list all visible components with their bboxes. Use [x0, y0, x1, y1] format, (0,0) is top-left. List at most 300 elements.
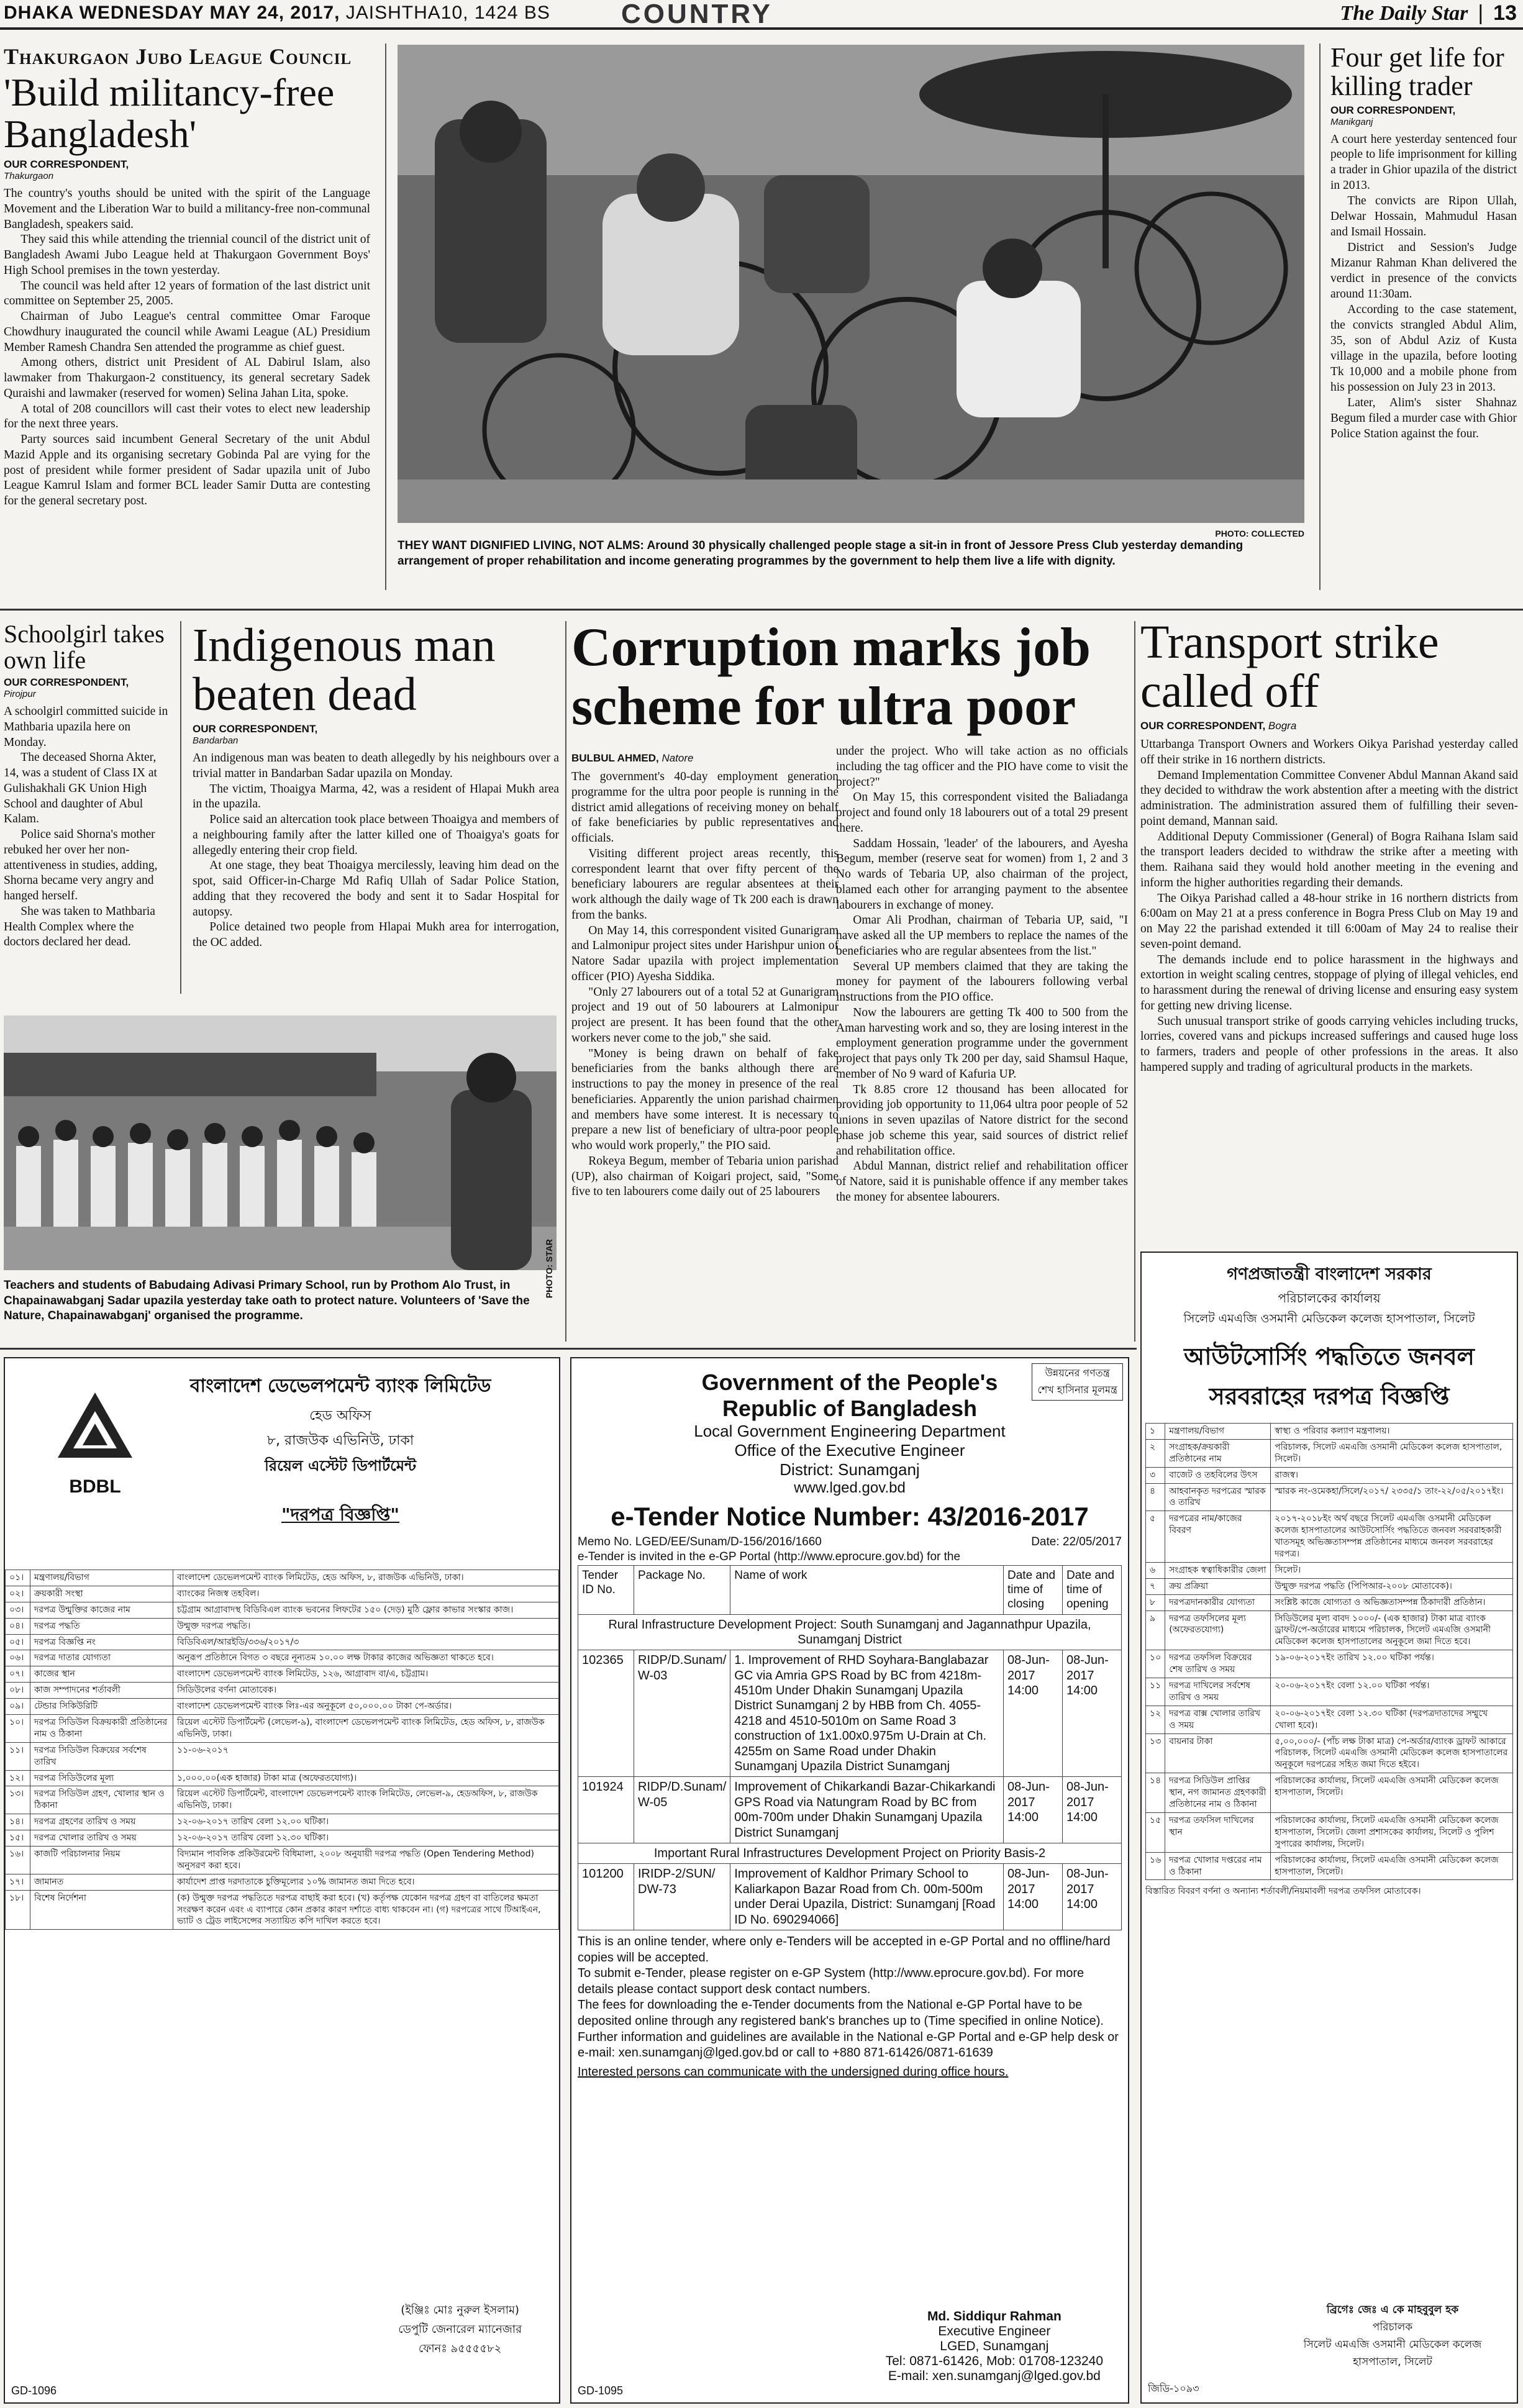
photo-caption — [398, 538, 1304, 569]
table-row — [1146, 1511, 1513, 1563]
table-cell: RIDP/D.Sunam/ W-03 — [634, 1650, 730, 1777]
table-cell: ১০ — [1146, 1650, 1165, 1678]
table-cell: দরপত্র সিডিউল প্রাপ্তির স্থান, নগ জামানত গ্রহণকারী প্রতিষ্ঠানের নাম ও ঠিকানা — [1165, 1773, 1271, 1813]
table-cell: দরপত্র তফসিলের মূল্য (অফেরতযোগ্য) — [1165, 1611, 1271, 1650]
table-cell: দরপত্র বিজ্ঞপ্তি নং — [30, 1634, 173, 1650]
table-cell: কাজ সম্পাদনের শর্তাবলী — [30, 1683, 173, 1699]
sign-phone: ফোনঃ ৯৫৫৫৫৮২ — [418, 2342, 502, 2355]
section-rule — [0, 609, 1523, 611]
byline-name: OUR CORRESPONDENT, — [193, 723, 318, 735]
ad-signature — [1287, 2302, 1498, 2371]
table-cell: দরপত্র সিডিউল গ্রহণ, খোলার স্থান ও ঠিকানা — [30, 1786, 173, 1814]
table-row — [1146, 1562, 1513, 1578]
paragraph: Chairman of Jubo League's central committee Omar Faroque Chowdhury inaugurated the council while Awami League (AL) Presidium Member Ramesh Chandra Sen attended the programme as chief guest. — [4, 310, 370, 354]
separator: | — [1478, 1, 1484, 25]
table-cell: ১৮। — [6, 1890, 30, 1930]
table-cell: ১,০০০.০০(এক হাজার) টাকা মাত্র (অফেরতযোগ্য)। — [173, 1770, 559, 1786]
sign-name: Md. Siddiqur Rahman — [927, 2309, 1062, 2324]
paragraph: "Money is being drawn on behalf of fake beneficiaries from the banks although there are instructions to pay the money in presence of the real beneficiaries. Apparently the union parishad chairmen and members have some interest. It is necessary to prepare a new list of beneficiary of ultra-poor people who would work properly," the PIO said. — [571, 1047, 839, 1152]
table-cell: ব্যাংকের নিজস্ব তহবিল। — [173, 1586, 559, 1602]
table-row — [1146, 1424, 1513, 1440]
table-cell: দরপত্র উন্মুক্তির কাজের নাম — [30, 1602, 173, 1618]
paragraph: Omar Ali Prodhan, chairman of Tebaria UP, said, "I have asked all the UP members to replace the names of the beneficiaries who are regular absentees from the list." — [836, 914, 1128, 958]
table-cell: ১২-০৬-২০১৭ তারিখ বেলা ১২.০০ ঘটিকা। — [173, 1814, 559, 1830]
column-header: Date and time of opening — [1063, 1566, 1122, 1615]
photo-credit: PHOTO: COLLECTED — [1215, 529, 1304, 538]
table-row — [6, 1890, 559, 1930]
masthead-block — [1340, 1, 1517, 25]
table-cell: কাজের স্থান — [30, 1666, 173, 1683]
table-cell: বাজেট ও তহবিলের উৎস — [1165, 1467, 1271, 1483]
table-cell: দরপত্র সিডিউলের মূল্য — [30, 1770, 173, 1786]
sign-tel: Tel: 0871-61426, Mob: 01708-123240 — [885, 2354, 1103, 2368]
table-cell: 08-Jun-2017 14:00 — [1063, 1777, 1122, 1843]
memo-line — [571, 1532, 1128, 1549]
table-cell: দরপত্র সিডিউল বিক্রয়কারী প্রতিষ্ঠানের নাম ও ঠিকানা — [30, 1715, 173, 1743]
byline — [1140, 720, 1518, 732]
table-row — [1146, 1706, 1513, 1733]
section-name: COUNTRY — [621, 0, 773, 29]
paragraph: "Only 27 labourers out of a total 52 at Gunarigram project and 19 out of 50 labourers at Lalmonipur project are present. It has been found that the other workers never come to the job," she said. — [571, 985, 839, 1045]
ad-title: বাংলাদেশ ডেভেলপমেন্ট ব্যাংক লিমিটেড — [189, 1375, 491, 1397]
column-rule — [180, 621, 181, 994]
table-cell: ০৭। — [6, 1666, 30, 1683]
table-cell: পরিচালকের কার্যালয়, সিলেট এমএজি ওসমানী মেডিকেল কলেজ হাসপাতাল, সিলেট। জেলা প্রশাসকের কার্যালয়, সিলেট ও পুলিশ সুপারের কার্যালয়, সিলেট। — [1271, 1812, 1513, 1852]
story-body — [4, 704, 171, 950]
paragraph: The country's youths should be united with the spirit of the Language Movement and the Liberation War to build a militancy-free non-communal Bangladesh, speakers said. — [4, 187, 370, 231]
note: The fees for downloading the e-Tender documents from the National e-GP Portal have to be deposited online through any registered bank's branches up to (Time specified in online Notice). — [578, 1998, 1104, 2028]
table-cell: ১১-০৬-২০১৭ — [173, 1742, 559, 1770]
table-row — [6, 1814, 559, 1830]
byline — [571, 752, 839, 765]
table-cell: পরিচালক, সিলেট এমএজি ওসমানী মেডিকেল কলেজ হাসপাতাল, সিলেট। — [1271, 1439, 1513, 1467]
paragraph: A court here yesterday sentenced four people to life imprisonment for killing a trader in Ghior upazila of the district in 2013. — [1330, 132, 1517, 193]
ad-badge — [1032, 1363, 1123, 1401]
title-line1: আউটসোর্সিং পদ্ধতিতে জনবল — [1184, 1343, 1475, 1370]
table-cell: কার্যাদেশ প্রাপ্ত দরদাতাকে চুক্তিমূল্যের ১০% জামানত জমা দিতে হবে। — [173, 1874, 559, 1890]
table-cell: ১৪। — [6, 1814, 30, 1830]
table-cell: কাজটি পরিচালনার নিয়ম — [30, 1847, 173, 1874]
table-cell: ১৬ — [1146, 1852, 1165, 1880]
table-row — [6, 1847, 559, 1874]
edition: DHAKA — [4, 2, 74, 23]
table-cell: বিশেষ নির্দেশনা — [30, 1890, 173, 1930]
page-number: 13 — [1493, 1, 1517, 25]
sign-email: E-mail: xen.sunamganj@lged.gov.bd — [888, 2369, 1101, 2383]
table-cell: সিডিউলের মূল্য বাবদ ১০০০/- (এক হাজার) টাকা মাত্র ব্যাংক ড্রাফট/পে-অর্ডারের মাধ্যমে পরিচালক, সিলেট এমএজি ওসমানী মেডিকেল কলেজ হাসপাতালের অনুকূলে জমা দিতে হবে। — [1271, 1611, 1513, 1650]
table-row — [6, 1650, 559, 1666]
bdbl-logo-icon — [55, 1389, 135, 1470]
table-row — [6, 1770, 559, 1786]
sign-district: LGED, Sunamganj — [940, 2339, 1049, 2353]
table-row — [578, 1864, 1122, 1930]
byline — [4, 676, 171, 699]
photo-credit: PHOTO: STAR — [544, 1239, 554, 1299]
title-line2: সরবরাহের দরপত্র বিজ্ঞপ্তি — [1209, 1383, 1450, 1410]
table-cell: ১০। — [6, 1715, 30, 1743]
headline: Transport strike called off — [1140, 616, 1439, 718]
table-cell: বাংলাদেশ ডেভেলপমেন্ট ব্যাংক লিমিটেড, হেড অফিস, ৮, রাজউক এভিনিউ, ঢাকা। — [173, 1570, 559, 1586]
table-cell: ০৪। — [6, 1618, 30, 1634]
ad-signature — [886, 2309, 1103, 2384]
table-row — [6, 1618, 559, 1634]
table-cell: ২০১৭-২০১৮ইং অর্থ বছরে সিলেট এমএজি ওসমানী মেডিকেল কলেজ হাসপাতালের আউটসোর্সিং পদ্ধতিতে জনবল সরবরাহকারী খাতসমূহ অভিজ্ঞতাসম্পন্ন প্রতিষ্ঠানের মাধ্যমে জনবল সরবরাহের দরপত্র। — [1271, 1511, 1513, 1563]
table-row — [6, 1786, 559, 1814]
table-cell: 08-Jun-2017 14:00 — [1004, 1864, 1063, 1930]
gov-line1: Government of the People's — [701, 1370, 998, 1395]
sign-name: ব্রিগেঃ জেঃ এ কে মাহবুবুল হক — [1326, 2304, 1459, 2316]
date: WEDNESDAY MAY 24, 2017, — [79, 2, 340, 23]
table-cell: 102365 — [578, 1650, 634, 1777]
table-cell: বায়নার টাকা — [1165, 1733, 1271, 1773]
table-cell: 08-Jun-2017 14:00 — [1063, 1650, 1122, 1777]
table-cell: দরপত্র তফসিল দাখিলের স্থান — [1165, 1812, 1271, 1852]
table-cell: RIDP/D.Sunam/ W-05 — [634, 1777, 730, 1843]
table-row — [1146, 1812, 1513, 1852]
table-cell: রাজস্ব। — [1271, 1467, 1513, 1483]
paragraph: The victim, Thoaigya Marma, 42, was a resident of Hlapai Mukh area in the upazila. — [193, 782, 559, 811]
paragraph: The council was held after 12 years of formation of the last district unit committee on September 25, 2005. — [4, 279, 370, 308]
table-cell: ৫,০০,০০০/- (পাঁচ লক্ষ টাকা মাত্র) পে-অর্ডার/ব্যাংক ড্রাফট আকারে পরিচালক, সিলেট এমএজি ওসমানী মেডিকেল কলেজ হাসপাতালের অনুকূলে দরপত্রের সহিত জমা দিতে হইবে। — [1271, 1733, 1513, 1773]
table-cell: উন্মুক্ত দরপত্র পদ্ধতি (পিপিআর-২০০৮ মোতাবেক)। — [1271, 1578, 1513, 1594]
note: Further information and guidelines are available in the National e-GP Portal and e-GP help desk or e-mail: xen.sunamganj@lged.gov.bd or call to +880 871-61426/0871-61639 — [578, 2030, 1119, 2060]
table-cell: রিয়েল এস্টেট ডিপার্টমেন্ট, বাংলাদেশ ডেভেলপমেন্ট ব্যাংক লিমিটেড, লেভেল-৯, হেডঅফিস, ৮, রাজউক এভিনিউ, ঢাকা। — [173, 1786, 559, 1814]
table-header-row — [578, 1566, 1122, 1615]
table-row — [1146, 1611, 1513, 1650]
table-row — [6, 1634, 559, 1650]
table-row — [6, 1666, 559, 1683]
paragraph: under the project. Who will take action as no officials including the tag officer and the PIO have come to visit the project?" — [836, 745, 1128, 789]
table-cell: 1. Improvement of RHD Soyhara-Banglabazar GC via Amria GPS Road by BC from 4218m-4510m Under Dhakin Sunamganj Upazila District Sunamganj 2 by HBB from Ch. 4055-4218 and 4510-5010m on Same Road 3 construction of 1x1.00x0.975m U-Drain at Ch. 4255m on Same Road under Dhakin Sunamganj Upazila District Sunamganj — [730, 1650, 1004, 1777]
sign-name: (ইঞ্জিঃ মোঃ নুরুল ইসলাম) — [401, 2304, 519, 2317]
table-cell: ২০-০৬-২০১৭ইং বেলা ১২.০০ ঘটিকা পর্যন্ত। — [1271, 1678, 1513, 1706]
story-body — [836, 744, 1128, 1206]
paragraph: Abdul Mannan, district relief and rehabilitation officer of Natore, said it is punishable offence if any member takes the money for absentee labourers. — [836, 1160, 1128, 1204]
table-cell: 08-Jun-2017 14:00 — [1004, 1650, 1063, 1777]
table-cell: ০৫। — [6, 1634, 30, 1650]
sign-title: পরিচালক — [1372, 2321, 1413, 2333]
oath-photo — [4, 1015, 557, 1270]
column-rule — [565, 621, 566, 1342]
table-cell: ০২। — [6, 1586, 30, 1602]
table-cell: দরপত্র সিডিউল বিক্রয়ের সর্বশেষ তারিখ — [30, 1742, 173, 1770]
table-row — [1146, 1594, 1513, 1611]
sign-title: ডেপুটি জেনারেল ম্যানেজার — [398, 2323, 522, 2336]
byline — [1330, 104, 1517, 127]
byline-location: Bogra — [1268, 720, 1297, 732]
memo-no: Memo No. LGED/EE/Sunam/D-156/2016/1660 — [578, 1535, 822, 1548]
table-cell: ১২ — [1146, 1706, 1165, 1733]
table-cell: বিডিবিএল/আরইডি/৩৩৬/২০১৭/৩ — [173, 1634, 559, 1650]
table-row — [1146, 1439, 1513, 1467]
paragraph: Party sources said incumbent General Secretary of the unit Abdul Mazid Apple and its organising secretary Gobinda Pal are vying for the post of president while former president of Sadar upazila unit of Jubo League Kamrul Islam and former BCL leader Samir Dutta are contesting for the general secretary post. — [4, 433, 370, 508]
ad-bdbl-tender — [4, 1357, 560, 2404]
table-cell: আহবানকৃত দরপত্রের স্মারক ও তারিখ — [1165, 1483, 1271, 1511]
table-cell: ০৩। — [6, 1602, 30, 1618]
table-cell: চট্টগ্রাম আগ্রাবাদস্থ বিডিবিএল ব্যাংক ভবনের লিফটের ১৫০ (দেড়) মুঠি ফ্লোর কাভার সংস্কার কাজ। — [173, 1602, 559, 1618]
table-cell: ১২-০৬-২০১৭ তারিখ বেলা ১২.৩০ ঘটিকা। — [173, 1830, 559, 1847]
paragraph: On May 14, this correspondent visited Gunarigram and Lalmonipur project sites under Harishpur union of Natore Sadar upazila with project implementation officer (PIO) Ayesha Siddika. — [571, 924, 839, 983]
table-cell: ক্রয় প্রক্রিয়া — [1165, 1578, 1271, 1594]
paragraph: Among others, district unit President of AL Dabirul Islam, also lawmaker from Thakurgaon-2 constituency, its general secretary Sadek Quraishi and lawmaker (reserved for women) Selina Jahan Lita, spoke. — [4, 356, 370, 400]
paragraph: Tk 8.85 crore 12 thousand has been allocated for providing job opportunity to 11,064 ultra poor people of 52 unions in seven upazilas of Natore district for the second phase job scheme this year, said sources of district relief and rehabilitation office. — [836, 1083, 1128, 1158]
story-body — [193, 751, 559, 951]
table-cell: উন্মুক্ত দরপত্র পদ্ধতি। — [173, 1618, 559, 1634]
table-row — [6, 1570, 559, 1586]
table-cell: রিয়েল এস্টেট ডিপার্টমেন্ট (লেভেল-৯), বাংলাদেশ ডেভেলপমেন্ট ব্যাংক লিমিটেড, হেড অফিস, ৮, রাজউক এভিনিউ, ঢাকা। — [173, 1715, 559, 1743]
table-row — [1146, 1650, 1513, 1678]
table-row — [6, 1699, 559, 1715]
paragraph: Visiting different project areas recently, this correspondent learnt that over fifty percent of the beneficiary labourers are regular absentees at their work although the daily wage of Tk 200 each is drawn from the banks. — [571, 847, 839, 922]
table-cell: ৪ — [1146, 1483, 1165, 1511]
table-cell: ৮ — [1146, 1594, 1165, 1611]
table-cell: মন্ত্রণালয়/বিভাগ — [30, 1570, 173, 1586]
photo-caption: Teachers and students of Babudaing Adivasi Primary School, run by Prothom Alo Trust, in Chapainawabganj Sadar upazila yesterday take oath to protect nature. Volunteers of 'Save the Nature, Chapainawabganj' organised the programme. — [4, 1279, 530, 1323]
protest-photo — [398, 45, 1304, 523]
table-cell: Improvement of Chikarkandi Bazar-Chikarkandi GPS Road via Natungram Road by BC from 00m-700m under Dhakin Sunamganj Upazila District Sunamganj — [730, 1777, 1004, 1843]
sylhet-table — [1145, 1423, 1513, 1880]
table-cell: দরপত্র বাক্স খোলার তারিখ ও সময় — [1165, 1706, 1271, 1733]
table-row — [6, 1830, 559, 1847]
sign-org: সিলেট এমএজি ওসমানী মেডিকেল কলেজ হাসপাতাল, সিলেট — [1303, 2338, 1482, 2368]
paragraph: Demand Implementation Committee Convener Abdul Mannan Akand said they decided to withdraw the work abstention after a meeting with the district administration. The administration assured them of fulfilling their seven-point demand, Mannan said. — [1140, 768, 1518, 828]
table-row — [578, 1777, 1122, 1843]
ad-signature — [398, 2301, 522, 2359]
table-cell: ০১। — [6, 1570, 30, 1586]
byline-location: Natore — [661, 752, 694, 764]
table-cell: 08-Jun-2017 14:00 — [1004, 1777, 1063, 1843]
table-cell: সিলেট। — [1271, 1562, 1513, 1578]
table-cell: ১৩ — [1146, 1733, 1165, 1773]
memo-date: Date: 22/05/2017 — [1031, 1535, 1122, 1548]
headline: Schoolgirl takes own life — [4, 620, 165, 674]
paragraph: The government's 40-day employment generation programme for the ultra poor people is running in the district amid allegations of receiving money on behalf of fake beneficiaries by public representatives and officials. — [571, 770, 839, 845]
paragraph: Later, Alim's sister Shahnaz Begum filed a murder case with Ghior Police Station against the four. — [1330, 396, 1517, 440]
story-life-sentence — [1330, 43, 1517, 442]
table-cell: সংগ্রাহক স্বত্বাধিকারীর জেলা — [1165, 1562, 1271, 1578]
table-cell: 101924 — [578, 1777, 634, 1843]
paragraph: Rokeya Begum, member of Tebaria union parishad (UP), also chairman of Koigari project, said, "Some five to ten labourers come daily out of 25 labourers — [571, 1154, 839, 1199]
intro: e-Tender is invited in the e-GP Portal (http://www.eprocure.gov.bd) for the — [578, 1550, 961, 1563]
table-cell: ৬ — [1146, 1562, 1165, 1578]
dept: Local Government Engineering Department — [694, 1422, 1006, 1440]
table-cell: দরপত্র খোলার তারিখ ও সময় — [30, 1830, 173, 1847]
gov: গণপ্রজাতন্ত্রী বাংলাদেশ সরকার — [1227, 1265, 1432, 1284]
table-cell: দরপত্রদানকারীর যোগ্যতা — [1165, 1594, 1271, 1611]
story-transport — [1140, 618, 1518, 1076]
headline: 'Build militancy-free Bangladesh' — [4, 70, 335, 156]
table-cell: দরপত্র গ্রহণের তারিখ ও সময় — [30, 1814, 173, 1830]
story-schoolgirl — [4, 621, 171, 950]
table-cell: দরপত্র দাতার যোগ্যতা — [30, 1650, 173, 1666]
byline-name: BULBUL AHMED, — [571, 752, 659, 764]
note: This is an online tender, where only e-Tenders will be accepted in e-GP Portal and no offline/hard copies will be accepted. — [578, 1934, 1111, 1965]
table-cell: (ক) উন্মুক্ত দরপত্র পদ্ধতিতে দরপত্র বাছাই করা হবে। (খ) কর্তৃপক্ষ যেকোন দরপত্র গ্রহণ বা বাতিলের ক্ষমতা সংরক্ষণ করেন এবং এ ব্যাপারে কোন প্রকার কারণ দর্শাতে বাধ্য থাকবেন না। (গ) দরপত্রের সাথে টিআইএন, ভ্যাট ও ট্রেড লাইসেন্সের সত্যায়িত কপি দাখিল করতে হবে। — [173, 1890, 559, 1930]
section-cell: Rural Infrastructure Development Project: South Sunamganj and Jagannathpur Upazila, Sunamganj District — [578, 1614, 1122, 1650]
table-cell: ১৬। — [6, 1847, 30, 1874]
paragraph: Police said Shorna's mother rebuked her over her non-attentiveness in studies, adding, Shorna became very angry and hanged herself. — [4, 828, 158, 903]
column-header: Name of work — [730, 1566, 1004, 1615]
column-header: Tender ID No. — [578, 1566, 634, 1615]
table-cell: Improvement of Kaldhor Primary School to Kaliarkapon Bazar Road from Ch. 00m-500m under Derai Upazila, District: Sunamganj [Road ID No. 690294066] — [730, 1864, 1004, 1930]
byline-name: OUR CORRESPONDENT, — [4, 158, 129, 171]
paragraph: The demands include end to police harassment in the highways and extortion in weight scaling centres, stoppage of plying of illegal vehicles, end to harassment during the renewal of driving license and ensuring easy system for getting new driving license. — [1140, 953, 1518, 1012]
paragraph: Uttarbanga Transport Owners and Workers Oikya Parishad yesterday called off their strike in 16 northern districts. — [1140, 738, 1518, 766]
bdbl-logo-text: BDBL — [69, 1476, 121, 1497]
byline-location: Manikganj — [1330, 116, 1373, 127]
paragraph: A schoolgirl committed suicide in Mathbaria upazila here on Monday. — [4, 705, 168, 749]
table-cell: পরিচালকের কার্যালয়, সিলেট এমএজি ওসমানী মেডিকেল কলেজ হাসপাতাল, সিলেট। — [1271, 1852, 1513, 1880]
district: District: Sunamganj — [780, 1460, 920, 1479]
dateline — [4, 2, 550, 24]
sign-title: Executive Engineer — [938, 2324, 1051, 2338]
table-cell: ১৫। — [6, 1830, 30, 1847]
paragraph: Additional Deputy Commissioner (General) of Bogra Raihana Islam said the transport leaders decided to withdraw the strike after a meeting with them. Raihana said they would hold another meeting in the evening and inform the higher authorities regarding their demands. — [1140, 830, 1518, 889]
table-cell: ০৬। — [6, 1650, 30, 1666]
column-rule — [385, 43, 386, 590]
table-row — [1146, 1852, 1513, 1880]
gov-line2: Republic of Bangladesh — [722, 1396, 978, 1421]
byline-location: Pirojpur — [4, 689, 36, 700]
byline-name: OUR CORRESPONDENT, — [4, 676, 129, 689]
table-cell: স্বাস্থ্য ও পরিবার কল্যাণ মন্ত্রণালয়। — [1271, 1424, 1513, 1440]
table-cell: ০৯। — [6, 1699, 30, 1715]
table-cell: ২ — [1146, 1439, 1165, 1467]
byline-location: Thakurgaon — [4, 171, 54, 182]
table-cell: ১৯-০৬-২০১৭ইং তারিখ ১২.০০ ঘটিকা পর্যন্ত। — [1271, 1650, 1513, 1678]
paragraph: An indigenous man was beaten to death allegedly by his neighbours over a trivial matter in Bandarban Sadar upazila on Monday. — [193, 752, 559, 780]
byline — [193, 723, 559, 746]
table-row — [6, 1602, 559, 1618]
ad-code: GD-1095 — [578, 2384, 624, 2397]
table-cell: ১৫ — [1146, 1812, 1165, 1852]
table-row — [1146, 1733, 1513, 1773]
ad-header — [5, 1358, 559, 1570]
table-cell: ক্রয়কারী সংস্থা — [30, 1586, 173, 1602]
byline-location: Bandarban — [193, 735, 239, 747]
photo-block-protest — [398, 45, 1304, 591]
column-header: Date and time of closing — [1004, 1566, 1063, 1615]
table-cell: সিডিউলের বর্ণনা মোতাবেক। — [173, 1683, 559, 1699]
table-cell: IRIDP-2/SUN/ DW-73 — [634, 1864, 730, 1930]
headline: Four get life for killing trader — [1330, 42, 1504, 101]
story-indigenous — [193, 621, 559, 951]
table-row — [6, 1715, 559, 1743]
paragraph: The Oikya Parishad called a 48-hour strike in 16 northern districts from 6:00am on May 21 at a press conference in Bogra Press Club on May 19 and on May 22 the parishad extended it till 6:00am of May 24 to realise their seven-point demand. — [1140, 891, 1518, 951]
website: www.lged.gov.bd — [794, 1479, 906, 1496]
masthead: The Daily Star — [1340, 2, 1468, 25]
section-row — [578, 1614, 1122, 1650]
story-body — [571, 770, 839, 1200]
table-cell: ১৭। — [6, 1874, 30, 1890]
table-row — [1146, 1483, 1513, 1511]
table-cell: বিদ্যমান পাবলিক প্রকিউরমেন্ট বিধিমালা, ২০০৮ অনুযায়ী দরপত্র পদ্ধতি (Open Tendering Method) অনুসরণ করা হবে। — [173, 1847, 559, 1874]
table-cell: দরপত্র খোলার দপ্তরের নাম ও ঠিকানা — [1165, 1852, 1271, 1880]
table-row — [1146, 1678, 1513, 1706]
byline-name: OUR CORRESPONDENT, — [1330, 104, 1456, 116]
paragraph: The convicts are Ripon Ullah, Delwar Hossain, Mahmudul Hasan and Ismail Hossain. — [1330, 194, 1517, 239]
table-cell: ৯ — [1146, 1611, 1165, 1650]
table-cell: ১ — [1146, 1424, 1165, 1440]
table-cell: বাংলাদেশ ডেভেলপমেন্ট ব্যাংক লিমিটেড, ১২৬, আগ্রাবাদ বা/এ, চট্টগ্রাম। — [173, 1666, 559, 1683]
table-cell: ০৮। — [6, 1683, 30, 1699]
table-cell: ১২। — [6, 1770, 30, 1786]
headline: Indigenous man beaten dead — [193, 619, 496, 721]
byline — [4, 158, 370, 181]
table-cell: ১১ — [1146, 1678, 1165, 1706]
table-row — [6, 1742, 559, 1770]
page-header — [0, 0, 1523, 30]
tender-title: e-Tender Notice Number: 43/2016-2017 — [611, 1502, 1089, 1531]
paragraph: A total of 208 councillors will cast their votes to elect new leadership for the next three years. — [4, 402, 370, 431]
paragraph: Police detained two people from Hlapai Mukh area for interrogation, the OC added. — [193, 920, 559, 950]
paragraph: At one stage, they beat Thoaigya mercilessly, leaving him dead on the spot, said Officer-in-Charge Md Rafiq Ullah of Sadar Police Station, adding that they recovered the body and sent it to Sadar Hospital for autopsy. — [193, 859, 559, 919]
paragraph: Saddam Hossain, 'leader' of the labourers, and Ayesha Begum, member (reserve seat for women) from 1, 2 and 3 No wards of Tebaria UP, also chairman of the project, blamed each other for arranging payment to the absentee labourers in exchange of money. — [836, 837, 1128, 912]
table-cell: টেন্ডার সিকিউরিটি — [30, 1699, 173, 1715]
table-row — [578, 1650, 1122, 1777]
table-cell: দরপত্র তফসিল বিক্রয়ের শেষ তারিখ ও সময় — [1165, 1650, 1271, 1678]
ad-sylhet-tender — [1140, 1252, 1518, 2404]
story-body — [1140, 737, 1518, 1076]
story-militancy — [4, 43, 370, 509]
paragraph: On May 15, this correspondent visited the Baliadanga project and found only 18 labourers out of a total 29 present there. — [836, 791, 1128, 835]
paragraph: District and Session's Judge Mizanur Rahman Khan delivered the verdict in presence of the convicts around 11:30am. — [1330, 241, 1517, 301]
table-cell: ৫ — [1146, 1511, 1165, 1563]
paragraph: Now the labourers are getting Tk 400 to 500 from the Aman harvesting work and so, they are losing interest in the employment generation programme under the government project that pays only Tk 200 per day, said Shamsul Haque, member of No 9 ward of Kafuria UP. — [836, 1006, 1128, 1081]
caption-text: Around 30 physically challenged people stage a sit-in in front of Jessore Press Club yesterday demanding arrangement of proper rehabilitation and income generating programmes by the government to help them live a life with dignity. — [398, 539, 1243, 568]
table-cell: ২০-০৬-২০১৭ইং বেলা ১২.৩০ ঘটিকা (দরপত্রদাতাদের সম্মুখে খোলা হবে)। — [1271, 1706, 1513, 1733]
office: পরিচালকের কার্যালয় — [1278, 1291, 1381, 1306]
byline-name: OUR CORRESPONDENT, — [1140, 720, 1266, 732]
ad-code: জিডি-১০৯৩ — [1148, 2383, 1199, 2394]
story-corruption — [571, 618, 1127, 736]
bangla-date: JAISHTHA10, 1424 BS — [345, 2, 550, 23]
ad-lged-tender — [570, 1357, 1129, 2404]
ad-notice: "দরপত্র বিজ্ঞপ্তি" — [281, 1504, 400, 1525]
paragraph: She was taken to Mathbaria Health Complex where the doctors declared her dead. — [4, 904, 155, 949]
table-cell: দরপত্র পদ্ধতি — [30, 1618, 173, 1634]
table-row — [6, 1683, 559, 1699]
story-corruption-col2 — [836, 744, 1128, 1206]
table-cell: অনুরূপ প্রতিষ্ঠানে বিগত ৩ বছরে নূন্যতম ১০.০০ লক্ষ টাকার কাজের অভিজ্ঞতা থাকতে হবে। — [173, 1650, 559, 1666]
section-cell: Important Rural Infrastructures Development Project on Priority Basis-2 — [578, 1843, 1122, 1863]
table-cell: ৭ — [1146, 1578, 1165, 1594]
story-body — [4, 186, 370, 509]
tender-table — [578, 1565, 1122, 1930]
table-row — [1146, 1467, 1513, 1483]
footnote: বিস্তারিত বিবরণ বর্ণনা ও অন্যান্য শর্তাবলী/নিয়মাবলী দরপত্র তফসিল মোতাবেক। — [1145, 1886, 1421, 1897]
paragraph: The deceased Shorna Akter, 14, was a student of Class IX at Gulishakhali GK Union High School and daughter of Abul Kalam. — [4, 751, 157, 826]
table-cell: দরপত্রের নাম/কাজের বিবরণ — [1165, 1511, 1271, 1563]
column-rule — [1319, 43, 1321, 590]
table-cell: বাংলাদেশ ডেভেলপমেন্ট ব্যাংক লিঃ-এর অনুকূলে ৫০,০০০.০০ টাকা পে-অর্ডার। — [173, 1699, 559, 1715]
paragraph: Such unusual transport strike of goods carrying vehicles including trucks, lorries, covered vans and pickups increased sufferings and caused huge loss to farmers, traders and people of other professions in the areas. It also hampered supply and trading of agricultural products in the markets. — [1140, 1014, 1518, 1074]
table-row — [6, 1874, 559, 1890]
badge-line1: উন্নয়নের গণতন্ত্র — [1045, 1367, 1110, 1379]
table-row — [1146, 1773, 1513, 1813]
paragraph: Several UP members claimed that they are taking the money for payment of the labourers following verbal instructions from the PIO office. — [836, 960, 1128, 1004]
tender-notes — [571, 1930, 1128, 2065]
column-rule — [1134, 621, 1135, 1342]
table-cell: ১৩। — [6, 1786, 30, 1814]
table-cell: জামানত — [30, 1874, 173, 1890]
office: Office of the Executive Engineer — [734, 1441, 965, 1460]
table-cell: 101200 — [578, 1864, 634, 1930]
story-corruption-col1 — [571, 748, 839, 1200]
table-cell: ১৪ — [1146, 1773, 1165, 1813]
story-body — [1330, 132, 1517, 442]
note-last: Interested persons can communicate with the undersigned during office hours. — [578, 2065, 1009, 2079]
